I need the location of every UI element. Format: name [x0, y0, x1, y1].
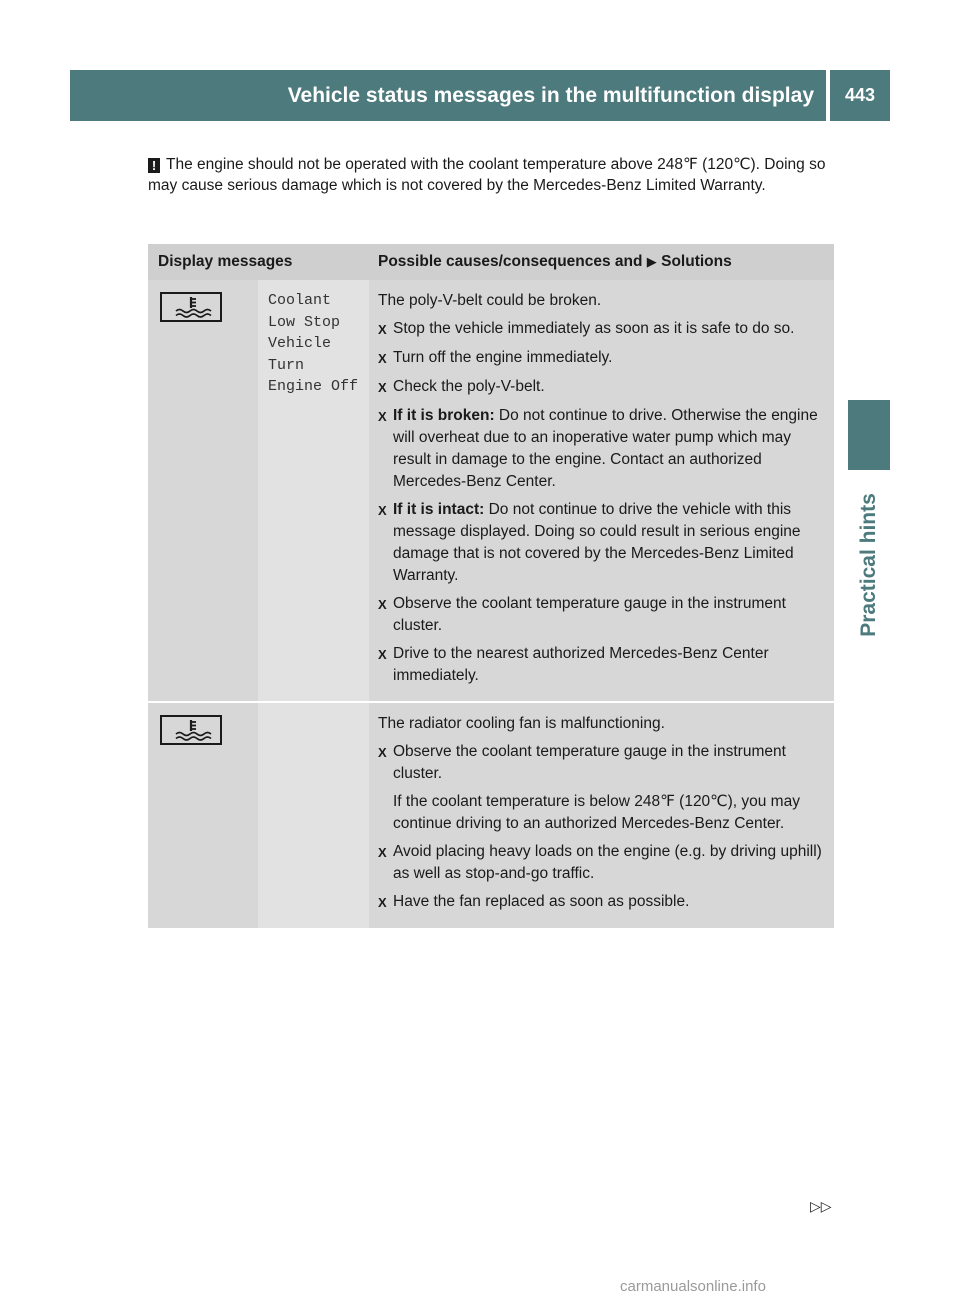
display-message-line: Vehicle — [268, 335, 332, 352]
step-body — [393, 841, 828, 885]
solution-step — [378, 643, 828, 687]
cause-text: The poly-V-belt could be broken. — [378, 292, 602, 309]
step-marker-icon: X — [378, 597, 387, 612]
coolant-temperature-icon — [160, 292, 222, 322]
table-header — [148, 244, 834, 280]
solution-step — [378, 891, 828, 914]
step-text: Observe the coolant temperature gauge in the instrument cluster. — [393, 595, 786, 634]
table-body — [148, 280, 834, 930]
page-number: 443 — [830, 70, 890, 121]
icon-cell — [148, 280, 258, 701]
table-row — [148, 703, 834, 930]
step-text: Do not continue to drive. Otherwise the engine will overheat due to an inoperative water pump which may result in damage to the engine. Contact an authorized Mercedes-Benz Center. — [393, 407, 818, 490]
step-body — [393, 891, 828, 914]
display-message-line: Engine Off — [268, 378, 359, 395]
solution-step — [378, 376, 828, 399]
step-body — [393, 318, 828, 341]
step-body — [393, 593, 828, 637]
chapter-label-text: Practical hints — [857, 493, 880, 637]
warning-note — [148, 154, 838, 196]
watermark: carmanualsonline.info — [620, 1278, 766, 1295]
icon-cell — [148, 703, 258, 928]
warning-text: The engine should not be operated with the coolant temperature above 248℉ (120℃). Doing so may cause serious damage which is not covered by the Mercedes-Benz Limited Warranty. — [148, 156, 826, 194]
step-marker-icon: X — [378, 409, 387, 424]
step-marker-icon: X — [378, 351, 387, 366]
solution-step — [378, 499, 828, 587]
table-row — [148, 280, 834, 703]
step-text: Stop the vehicle immediately as soon as it is safe to do so. — [393, 320, 795, 337]
display-message-cell — [258, 280, 369, 701]
step-condition: If it is broken: — [393, 407, 495, 424]
coolant-temperature-icon — [160, 715, 222, 745]
solution-step — [378, 741, 828, 835]
cause-text: The radiator cooling fan is malfunctioning. — [378, 715, 665, 732]
step-text: Have the fan replaced as soon as possible. — [393, 893, 690, 910]
step-text: Observe the coolant temperature gauge in the instrument cluster. — [393, 743, 786, 782]
display-message-line: Coolant — [268, 292, 332, 309]
step-body — [393, 741, 828, 835]
step-body — [393, 643, 828, 687]
step-marker-icon: X — [378, 503, 387, 518]
col-causes-label: Possible causes/consequences and — [378, 253, 643, 270]
solution-step — [378, 347, 828, 370]
step-body — [393, 376, 828, 399]
warning-icon: ! — [148, 158, 160, 173]
section-title: Vehicle status messages in the multifunction display — [70, 70, 826, 121]
solution-step — [378, 405, 828, 493]
display-message-line: Low Stop — [268, 313, 341, 331]
chapter-label — [854, 480, 884, 650]
step-marker-icon: X — [378, 845, 387, 860]
step-body — [393, 405, 828, 493]
causes-solutions-cell — [369, 703, 834, 928]
step-text: Turn off the engine immediately. — [393, 349, 613, 366]
causes-solutions-cell — [369, 280, 834, 701]
col-solutions-label: Solutions — [661, 253, 732, 270]
continue-icon: ▷▷ — [810, 1198, 832, 1214]
step-text: Avoid placing heavy loads on the engine (e.g. by driving uphill) as well as stop-and-go traffic. — [393, 843, 822, 882]
step-marker-icon: X — [378, 895, 387, 910]
step-marker-icon: X — [378, 647, 387, 662]
display-message-cell — [258, 703, 369, 928]
step-text: Do not continue to drive the vehicle with this message displayed. Doing so could result in serious engine damage that is not covered by the Mercedes-Benz Limited Warranty. — [393, 501, 801, 584]
display-message-line: Turn — [268, 356, 305, 374]
solutions-arrow-icon: ▶ — [646, 254, 657, 269]
col-display-messages: Display messages — [158, 253, 293, 270]
page-header — [70, 70, 890, 121]
step-marker-icon: X — [378, 745, 387, 760]
step-marker-icon: X — [378, 380, 387, 395]
step-body — [393, 499, 828, 587]
step-body — [393, 347, 828, 370]
messages-table — [148, 244, 834, 930]
step-marker-icon: X — [378, 322, 387, 337]
step-text: Check the poly-V-belt. — [393, 378, 545, 395]
solution-step — [378, 841, 828, 885]
step-text: Drive to the nearest authorized Mercedes-Benz Center immediately. — [393, 645, 769, 684]
col-causes-solutions — [369, 253, 834, 271]
solution-step — [378, 318, 828, 341]
solution-step — [378, 593, 828, 637]
step-note: If the coolant temperature is below 248℉ (120℃), you may continue driving to an authorized Mercedes-Benz Center. — [393, 793, 800, 832]
chapter-tab — [848, 400, 890, 470]
step-condition: If it is intact: — [393, 501, 485, 518]
